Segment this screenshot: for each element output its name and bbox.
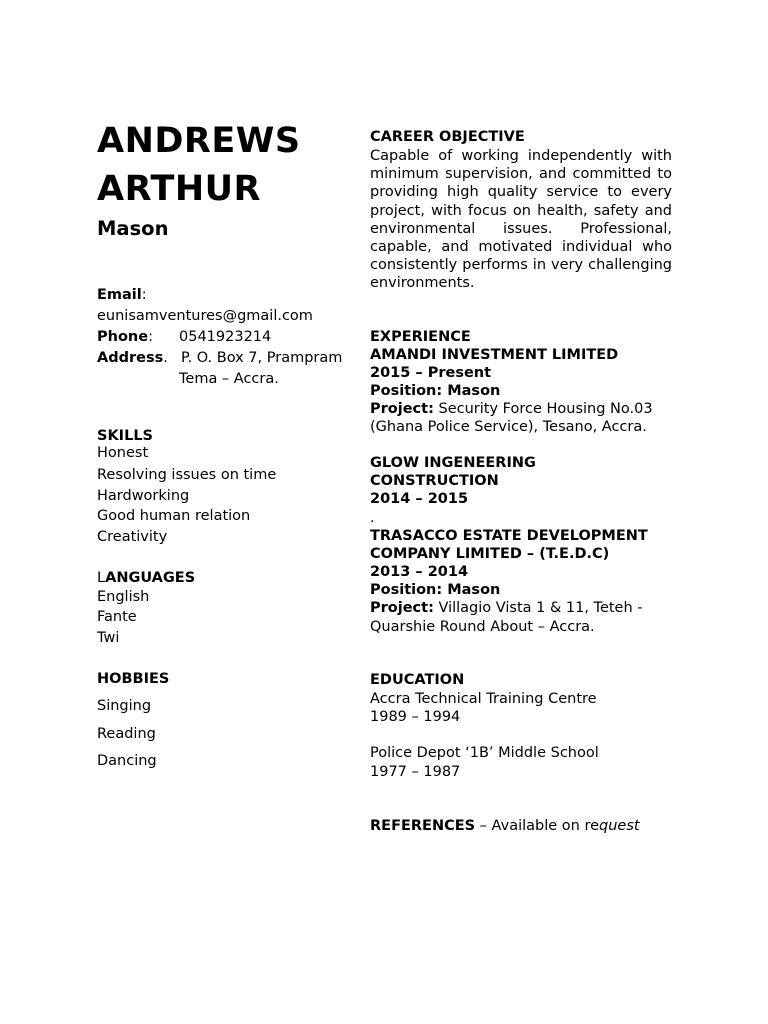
job-company: AMANDI INVESTMENT LIMITED [370,347,619,363]
skill-item: Good human relation [97,508,251,524]
hobby-item: Reading [97,726,156,742]
last-name: ARTHUR [97,169,262,209]
languages-heading-initial: L [97,570,106,586]
job-company: TRASACCO ESTATE DEVELOPMENT [370,528,648,544]
hobby-item: Singing [97,698,152,714]
job-company: GLOW INGENEERING [370,455,536,471]
email-label: Email [97,287,142,303]
language-item: Twi [97,630,120,646]
references-text-italic: quest [599,818,640,834]
job-period: 2015 – Present [370,365,492,381]
school-period: 1977 – 1987 [370,764,461,780]
job-position: Position: Mason [370,383,501,399]
job-project-continued: Quarshie Round About – Accra. [370,619,595,635]
email-row [97,286,147,304]
experience-heading: EXPERIENCE [370,329,471,345]
project-label: Project: [370,401,434,417]
languages-heading-rest: ANGUAGES [105,570,196,586]
skill-item: Honest [97,445,149,461]
language-item: Fante [97,609,137,625]
job-position: Position: Mason [370,582,501,598]
skill-item: Resolving issues on time [97,467,277,483]
address-line-2: Tema – Accra. [179,371,279,387]
references-text: – Available on re [475,818,600,834]
skills-heading: SKILLS [97,428,153,444]
phone-row [97,328,153,346]
job-company-continued: COMPANY LIMITED – (T.E.D.C) [370,546,610,562]
job-project [370,400,653,418]
school-name: Police Depot ‘1B’ Middle School [370,745,599,761]
phone-value: 0541923214 [179,329,272,345]
address-row [97,349,168,367]
skill-item: Creativity [97,529,168,545]
references-heading: REFERENCES [370,818,476,834]
language-item: English [97,589,150,605]
education-heading: EDUCATION [370,672,465,688]
career-objective-heading: CAREER OBJECTIVE [370,129,525,145]
project-label: Project: [370,600,434,616]
job-period: 2014 – 2015 [370,491,469,507]
career-objective-text: Capable of working independently with minimum supervision, and committed to providing high quality service to every project, with focus on health, safety and environmental issues. Professional, capable, and motivated individual who consistently performs in very challenging environments. [370,148,672,292]
address-label: Address [97,350,164,366]
email-value: eunisamventures@gmail.com [97,308,313,324]
project-text: Villagio Vista 1 & 11, Teteh - [433,600,643,616]
school-period: 1989 – 1994 [370,709,461,725]
phone-label: Phone [97,329,149,345]
references-line [370,817,640,835]
address-dot: . [163,350,168,366]
job-period: 2013 – 2014 [370,564,469,580]
job-company-continued: CONSTRUCTION [370,473,499,489]
skill-item: Hardworking [97,488,190,504]
school-name: Accra Technical Training Centre [370,691,597,707]
email-colon: : [141,287,147,303]
languages-heading [97,569,195,587]
hobbies-heading: HOBBIES [97,671,170,687]
project-text: Security Force Housing No.03 [433,401,653,417]
job-title: Mason [97,217,169,240]
address-line-1: P. O. Box 7, Prampram [181,350,343,366]
job-project-continued: (Ghana Police Service), Tesano, Accra. [370,419,647,435]
phone-colon: : [148,329,153,345]
hobby-item: Dancing [97,753,157,769]
job-project [370,599,643,617]
first-name: ANDREWS [97,121,301,161]
stray-period: . [370,510,375,526]
